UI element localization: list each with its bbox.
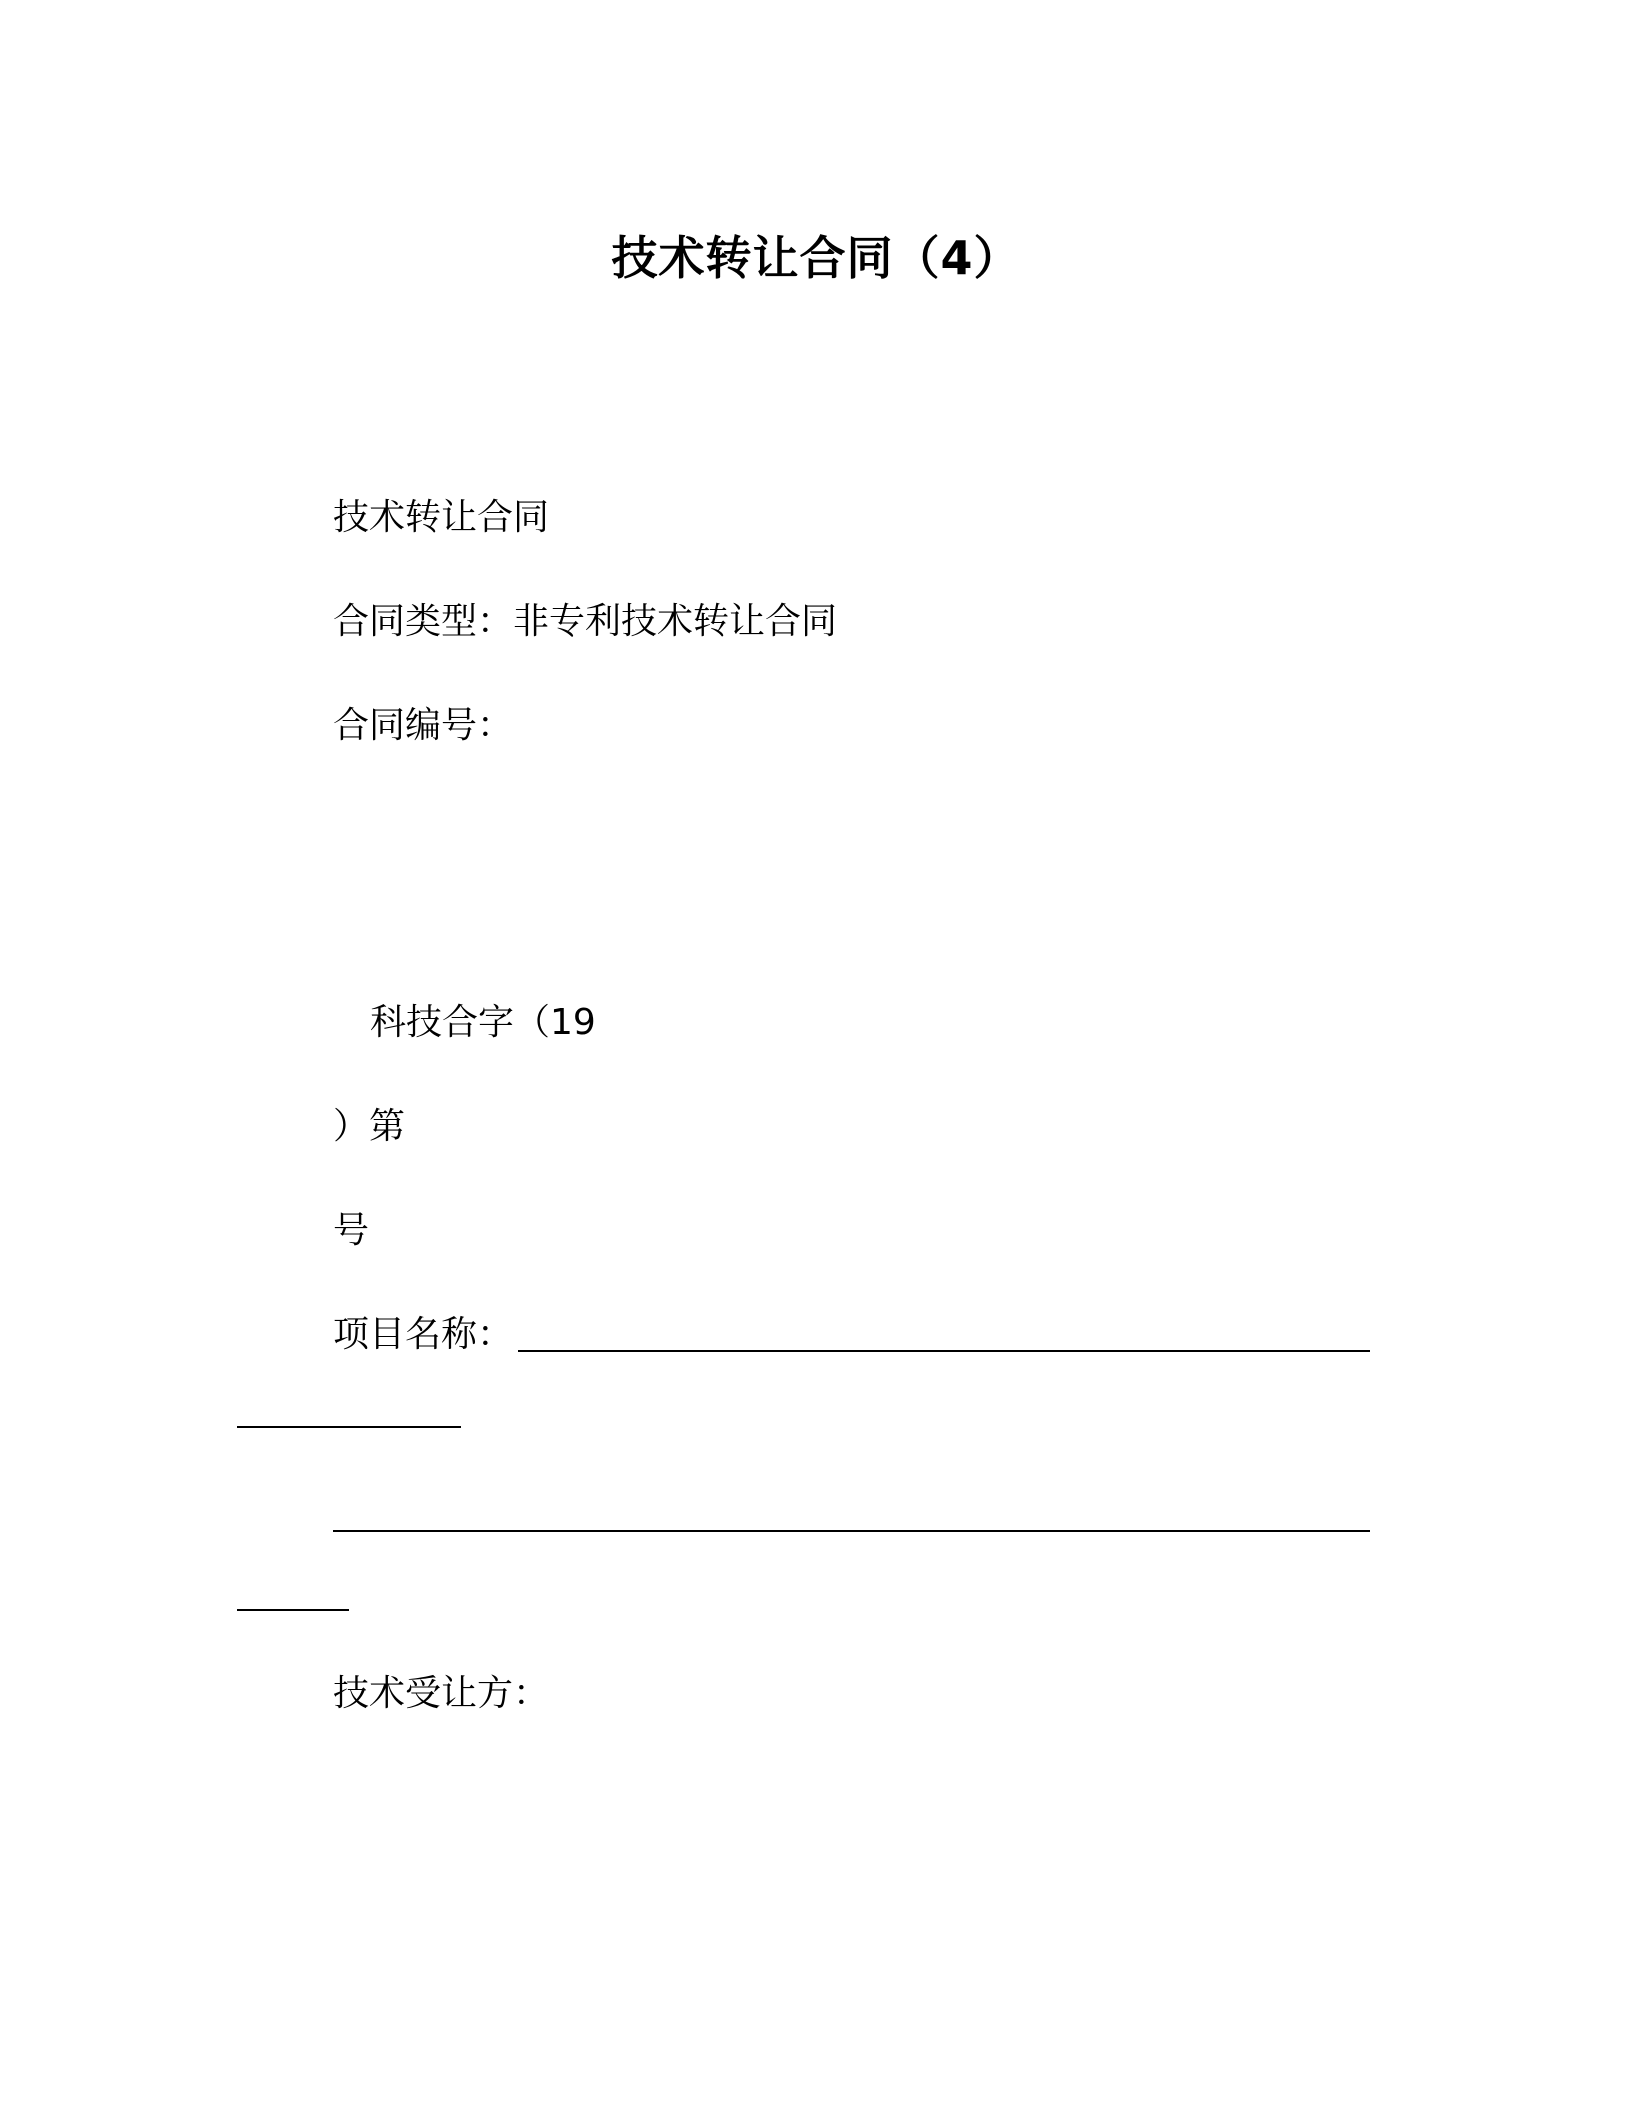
- document-title: 技术转让合同（4）: [611, 231, 1021, 285]
- project-name-underline-2: [237, 1426, 461, 1428]
- project-name-underline-4: [237, 1609, 349, 1611]
- project-name-underline-3: [333, 1530, 1370, 1532]
- project-name-underline-1: [518, 1350, 1370, 1352]
- reference-prefix: 科技合字（19: [370, 1002, 596, 1043]
- contract-type-line: 合同类型：非专利技术转让合同: [333, 601, 838, 642]
- contract-heading: 技术转让合同: [333, 497, 550, 538]
- reference-middle: ）第: [333, 1106, 406, 1147]
- contract-number-label: 合同编号：: [333, 705, 514, 746]
- project-name-label: 项目名称：: [333, 1314, 514, 1355]
- transferee-label: 技术受让方：: [333, 1673, 550, 1714]
- reference-suffix: 号: [333, 1210, 370, 1251]
